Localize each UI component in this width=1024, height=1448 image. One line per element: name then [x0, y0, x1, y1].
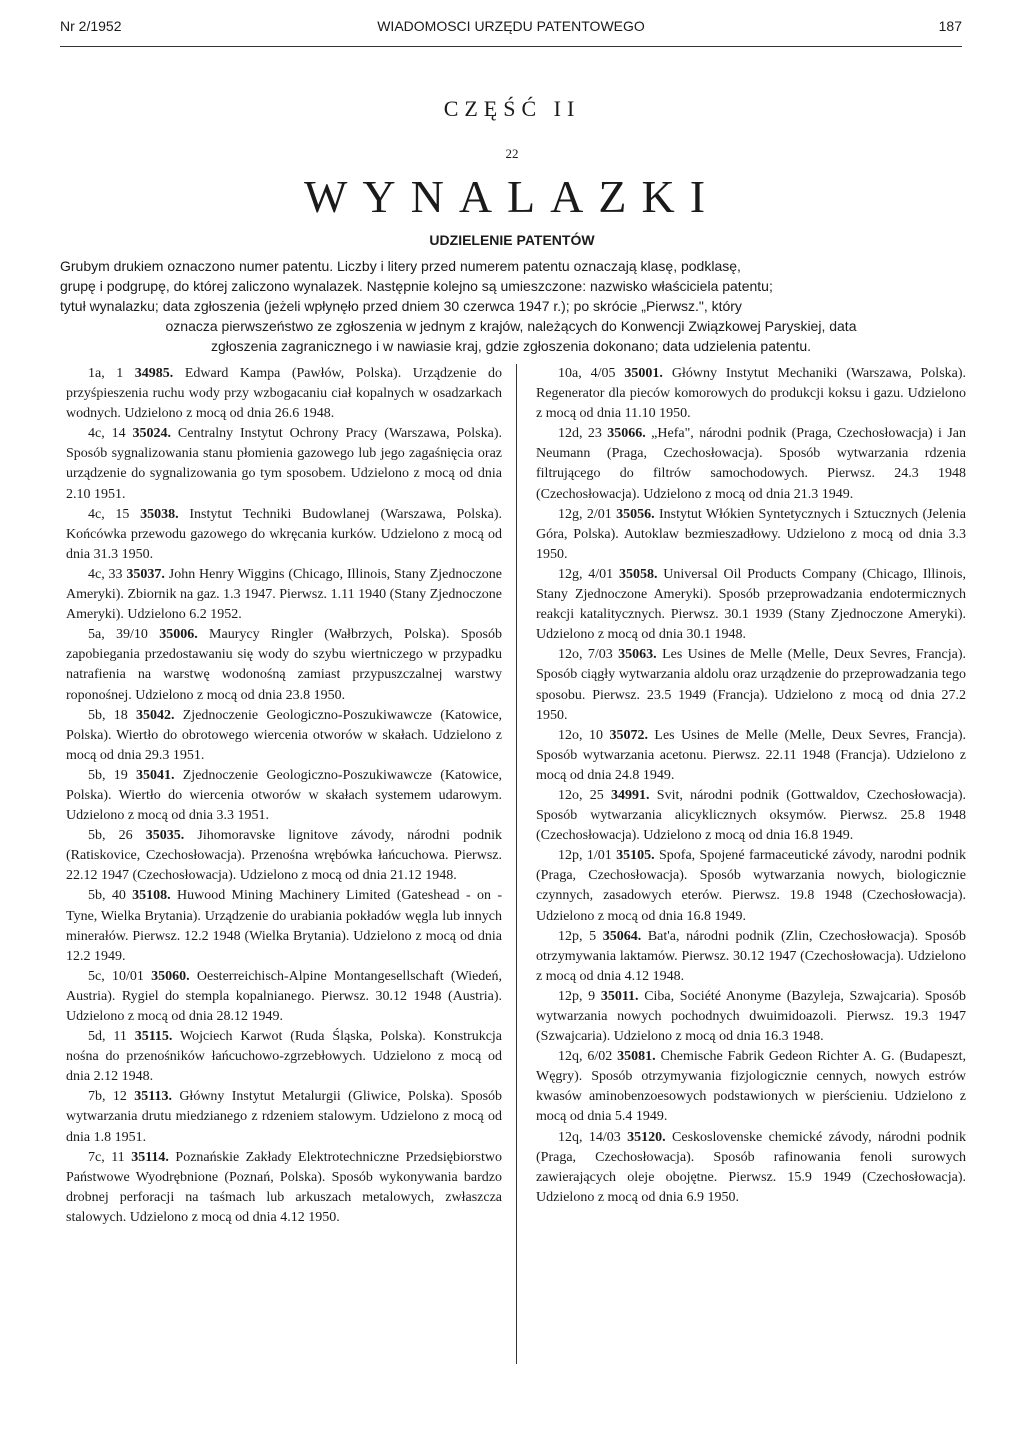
- patent-description: Huwood Mining Machinery Limited (Gateshead - on - Tyne, Wielka Brytania). Urządzenie do urabiania pokładów węgla lub innych minerałów. Pierwsz. 12.2 1948 (Wielka Brytania). Udzielono z mocą od dnia 12.2 1949.: [66, 888, 502, 964]
- patent-class: 5b, 18: [88, 707, 128, 723]
- patent-number: 35063.: [618, 647, 657, 663]
- intro-line: zgłoszenia zagranicznego i w nawiasie kraj, gdzie zgłoszenia dokonano; data udzielenia patentu.: [210, 338, 812, 354]
- right-column: [536, 364, 966, 1208]
- patent-description: Oesterreichisch-Alpine Montangesellschaft (Wiedeń, Austria). Rygiel do stempla kopalnianego. Pierwsz. 30.12 1948 (Austria). Udzielono z mocą od dnia 28.12 1949.: [66, 968, 503, 1024]
- patent-description: Wojciech Karwot (Ruda Śląska, Polska). Konstrukcja nośna do przenośników łańcuchowo-zgrzebłowych. Udzielono z mocą od dnia 2.12 1948.: [66, 1029, 503, 1085]
- patent-entry: [536, 987, 966, 1047]
- patent-class: 12o, 25: [558, 787, 604, 803]
- patent-description: Centralny Instytut Ochrony Pracy (Warszawa, Polska). Sposób sygnalizowania stanu płomienia gazowego lub jego zagaśnięcia oraz urządzenie do sygnalizowania go tym sposobem. Udzielono z mocą od dnia 2.10 1951.: [66, 426, 503, 502]
- patent-entry: [66, 967, 502, 1027]
- patent-entry: [66, 886, 502, 966]
- patent-class: 5c, 10/01: [88, 968, 144, 984]
- patent-entry: [536, 1047, 966, 1127]
- patent-number: 35001.: [624, 366, 663, 381]
- patent-entry: [536, 424, 966, 504]
- left-column: [66, 364, 502, 1228]
- patent-description: Maurycy Ringler (Wałbrzych, Polska). Sposób zapobiegania przedostawaniu się wody do szybu wiertniczego w przypadku natrafienia na warstwę wodonośną zamiast przypuszczalnej warstwy roponośnej. Udzielono z mocą od dnia 23.8 1950.: [66, 627, 503, 703]
- patent-number: 35108.: [132, 888, 171, 904]
- patent-number: 35064.: [602, 928, 642, 944]
- patent-entry: [66, 625, 502, 705]
- patent-number: 35105.: [616, 848, 655, 864]
- patent-description: Ciba, Société Anonyme (Bazyleja, Szwajcaria). Sposób wytwarzania nowych pochodnych dwuimidoazoli. Pierwsz. 19.3 1947 (Szwajcaria). Udzielono z mocą od dnia 16.3 1948.: [536, 988, 967, 1045]
- patent-description: Główny Instytut Mechaniki (Warszawa, Polska). Regenerator dla pieców komorowych do produkcji koksu i gazu. Udzielono z mocą od dnia 11.10 1950.: [536, 366, 967, 422]
- patent-entry: [66, 565, 502, 625]
- patent-description: Ceskoslovenske chemické závody, národni podnik (Praga, Czechosłowacja). Sposób rafinowania fenoli surowych zawierających oleje obojętne. Pierwsz. 15.9 1949 (Czechosłowacja). Udzielono z mocą od dnia 6.9 1950.: [536, 1129, 967, 1205]
- patent-number: 35011.: [600, 988, 639, 1004]
- patent-class: 10a, 4/05: [558, 366, 616, 381]
- patent-number: 35072.: [609, 727, 648, 743]
- patent-description: Svit, národni podnik (Gottwaldov, Czechosłowacja). Sposób wytwarzania alicyklicznych oksymów. Pierwsz. 25.8 1948 (Czechosłowacja). Udzielono z mocą od dnia 16.8 1949.: [536, 787, 967, 844]
- patent-class: 12q, 14/03: [558, 1129, 621, 1145]
- patent-description: Chemische Fabrik Gedeon Richter A. G. (Budapeszt, Węgry). Sposób otrzymywania fizjologicznie cennych, nowych estrów kwasów aminobenzoesowych podstawionych w pierścieniu. Udzielono z mocą od dnia 5.4 1949.: [536, 1049, 967, 1125]
- patent-entry: [536, 1128, 966, 1208]
- patent-class: 12q, 6/02: [558, 1049, 613, 1065]
- patent-entry: [536, 726, 966, 786]
- patent-entry: [66, 826, 502, 886]
- patent-class: 12p, 5: [558, 928, 597, 944]
- patent-number: 35037.: [126, 566, 165, 582]
- patent-description: Poznańskie Zakłady Elektrotechniczne Przedsiębiorstwo Państwowe Wyodrębnione (Poznań, Polska). Sposób wykonywania bardzo drobnej perforacji na taśmach lub arkuszach metalowych, zwłaszcza stalowych. Udzielono z mocą od dnia 4.12 1950.: [66, 1149, 503, 1225]
- patent-entry: [66, 1027, 502, 1087]
- patent-description: Instytut Włókien Syntetycznych i Sztucznych (Jelenia Góra, Polska). Autoklaw bezmieszadłowy. Udzielono z mocą od dnia 3.3 1950.: [536, 506, 966, 562]
- patent-number: 35038.: [140, 506, 179, 522]
- patent-number: 35066.: [607, 426, 646, 442]
- patent-entry: [536, 645, 966, 725]
- patent-number: 35113.: [134, 1089, 172, 1105]
- patent-description: Edward Kampa (Pawłów, Polska). Urządzenie do przyśpieszenia ruchu wody przy wzbogacaniu ciał kopalnych w osadzarkach wodnych. Udzielono z mocą od dnia 26.6 1948.: [66, 366, 503, 422]
- patent-class: 12o, 7/03: [558, 647, 613, 663]
- patent-class: 4c, 33: [88, 566, 123, 582]
- patent-entry: [536, 846, 966, 926]
- patent-entry: [66, 364, 502, 424]
- patent-number: 35114.: [131, 1149, 169, 1165]
- patent-description: „Hefa", národni podnik (Praga, Czechosłowacja) i Jan Neumann (Praga, Czechosłowacja). Sposób wytwarzania rdzenia filtrującego do filtrów samochodowych. Pierwsz. 24.3 1948 (Czechosłowacja). Udzielono z mocą od dnia 21.3 1949.: [536, 426, 967, 502]
- patent-class: 1a, 1: [88, 366, 124, 381]
- section-subtitle: UDZIELENIE PATENTÓW: [429, 232, 595, 248]
- patent-number: 35042.: [136, 707, 175, 723]
- patent-number: 35058.: [618, 566, 658, 582]
- patent-number: 35115.: [134, 1029, 173, 1045]
- patent-description: Spofa, Spojené farmaceutické závody, narodni podnik (Praga, Czechosłowacja). Sposób wytwarzania nowych, biologicznie czynnych, zasadowych eterów. Pierwsz. 19.8 1948 (Czechosłowacja). Udzielono z mocą od dnia 16.8 1949.: [536, 848, 967, 924]
- patent-number: 35035.: [145, 828, 185, 844]
- patent-number: 35041.: [136, 767, 175, 783]
- patent-class: 12o, 10: [558, 727, 603, 743]
- intro-line: grupę i podgrupę, do której zaliczono wynalazek. Następnie kolejno są umieszczone: nazwisko właściciela patentu;: [60, 278, 773, 294]
- patent-entry: [536, 565, 966, 645]
- patent-number: 34985.: [134, 366, 174, 381]
- part-heading: CZĘŚĆ II: [443, 96, 581, 121]
- patent-number: 35056.: [616, 506, 655, 522]
- patent-class: 5b, 40: [88, 888, 126, 904]
- patent-number: 34991.: [611, 787, 650, 803]
- journal-title: WIADOMOSCI URZĘDU PATENTOWEGO: [377, 18, 645, 34]
- patent-entry: [536, 364, 966, 424]
- intro-line: tytuł wynalazku; data zgłoszenia (jeżeli wpłynęło przed dniem 30 czerwca 1947 r.); po skrócie „Pierwsz.", który: [60, 298, 742, 314]
- patent-entry: [66, 706, 502, 766]
- patent-class: 12p, 9: [558, 988, 596, 1004]
- patent-entry: [66, 505, 502, 565]
- patent-class: 5b, 19: [88, 767, 128, 783]
- patent-class: 5a, 39/10: [88, 627, 148, 643]
- patent-description: Jihomoravske lignitove závody, národni podnik (Ratiskovice, Czechosłowacja). Przenośna wrębówka łańcuchowa. Pierwsz. 22.12 1947 (Czechosłowacja). Udzielono z mocą od dnia 21.12 1948.: [66, 828, 503, 884]
- patent-number: 35006.: [159, 627, 198, 643]
- patent-class: 4c, 15: [88, 506, 130, 522]
- column-divider: [516, 364, 517, 1364]
- patent-class: 4c, 14: [88, 426, 126, 442]
- page-number: 187: [938, 18, 962, 34]
- patent-description: Universal Oil Products Company (Chicago, Illinois, Stany Zjednoczone Ameryki). Sposób przeprowadzania endotermicznych reakcji katalitycznych. Pierwsz. 30.1 1939 (Stany Zjednoczone Ameryki). Udzielono z mocą od dnia 30.1 1948.: [536, 566, 967, 643]
- patent-description: Zjednoczenie Geologiczno-Poszukiwawcze (Katowice, Polska). Wiertło do obrotowego wiercenia otworów w skałach. Udzielono z mocą od dnia 29.3 1951.: [66, 707, 503, 763]
- patent-class: 12p, 1/01: [558, 848, 612, 864]
- patent-description: Les Usines de Melle (Melle, Deux Sevres, Francja). Sposób wytwarzania acetonu. Pierwsz. 22.11 1948 (Francja). Udzielono z mocą od dnia 24.8 1949.: [536, 727, 966, 783]
- section-number: 22: [505, 146, 519, 161]
- patent-description: John Henry Wiggins (Chicago, Illinois, Stany Zjednoczone Ameryki). Zbiornik na gaz. 1.3 1947. Pierwsz. 1.11 1940 (Stany Zjednoczone Ameryki). Udzielono 6.2 1952.: [66, 566, 503, 623]
- patent-description: Zjednoczenie Geologiczno-Poszukiwawcze (Katowice, Polska). Wiertło do wiercenia otworów w skałach systemem udarowym. Udzielono z mocą od dnia 3.3 1951.: [66, 767, 503, 824]
- patent-entry: [66, 1087, 502, 1147]
- section-title: WYNALAZKI: [303, 171, 721, 222]
- patent-entry: [536, 786, 966, 846]
- intro-paragraph: [60, 256, 962, 356]
- patent-class: 7c, 11: [88, 1149, 125, 1165]
- patent-entry: [66, 424, 502, 504]
- intro-line: Grubym drukiem oznaczono numer patentu. Liczby i litery przed numerem patentu oznaczają klasę, podklasę,: [60, 258, 741, 274]
- intro-line: oznacza pierwszeństwo ze zgłoszenia w jednym z krajów, należących do Konwencji Związkowej Paryskiej, data: [165, 318, 857, 334]
- patent-class: 5b, 26: [88, 828, 133, 844]
- patent-entry: [66, 766, 502, 826]
- patent-class: 12g, 2/01: [558, 506, 612, 522]
- patent-entry: [536, 505, 966, 565]
- patent-class: 5d, 11: [88, 1029, 127, 1045]
- patent-class: 12g, 4/01: [558, 566, 614, 582]
- patent-number: 35120.: [627, 1129, 666, 1145]
- patent-entry: [536, 927, 966, 987]
- issue-number: Nr 2/1952: [60, 18, 122, 34]
- patent-description: Bat'a, národni podnik (Zlin, Czechosłowacja). Sposób otrzymywania laktamów. Pierwsz. 30.12 1947 (Czechosłowacja). Udzielono z mocą od dnia 4.12 1948.: [536, 928, 967, 984]
- header-divider: [60, 46, 962, 47]
- patent-description: Instytut Techniki Budowlanej (Warszawa, Polska). Końcówka przewodu gazowego do wkręcania kurków. Udzielono z mocą od dnia 31.3 1950.: [66, 506, 503, 562]
- patent-description: Les Usines de Melle (Melle, Deux Sevres, Francja). Sposób ciągły wytwarzania aldolu oraz urządzenie do przeprowadzania tego sposobu. Pierwsz. 23.5 1949 (Francja). Udzielono z mocą od dnia 27.2 1950.: [536, 647, 967, 723]
- patent-entry: [66, 1148, 502, 1228]
- patent-number: 35024.: [132, 426, 171, 442]
- patent-class: 7b, 12: [88, 1089, 127, 1105]
- patent-number: 35081.: [617, 1049, 656, 1065]
- patent-class: 12d, 23: [558, 426, 602, 442]
- patent-number: 35060.: [151, 968, 190, 984]
- page-header: [60, 18, 962, 40]
- patent-description: Główny Instytut Metalurgii (Gliwice, Polska). Sposób wytwarzania drutu miedzianego z rdzeniem stalowym. Udzielono z mocą od dnia 1.8 1951.: [66, 1089, 503, 1145]
